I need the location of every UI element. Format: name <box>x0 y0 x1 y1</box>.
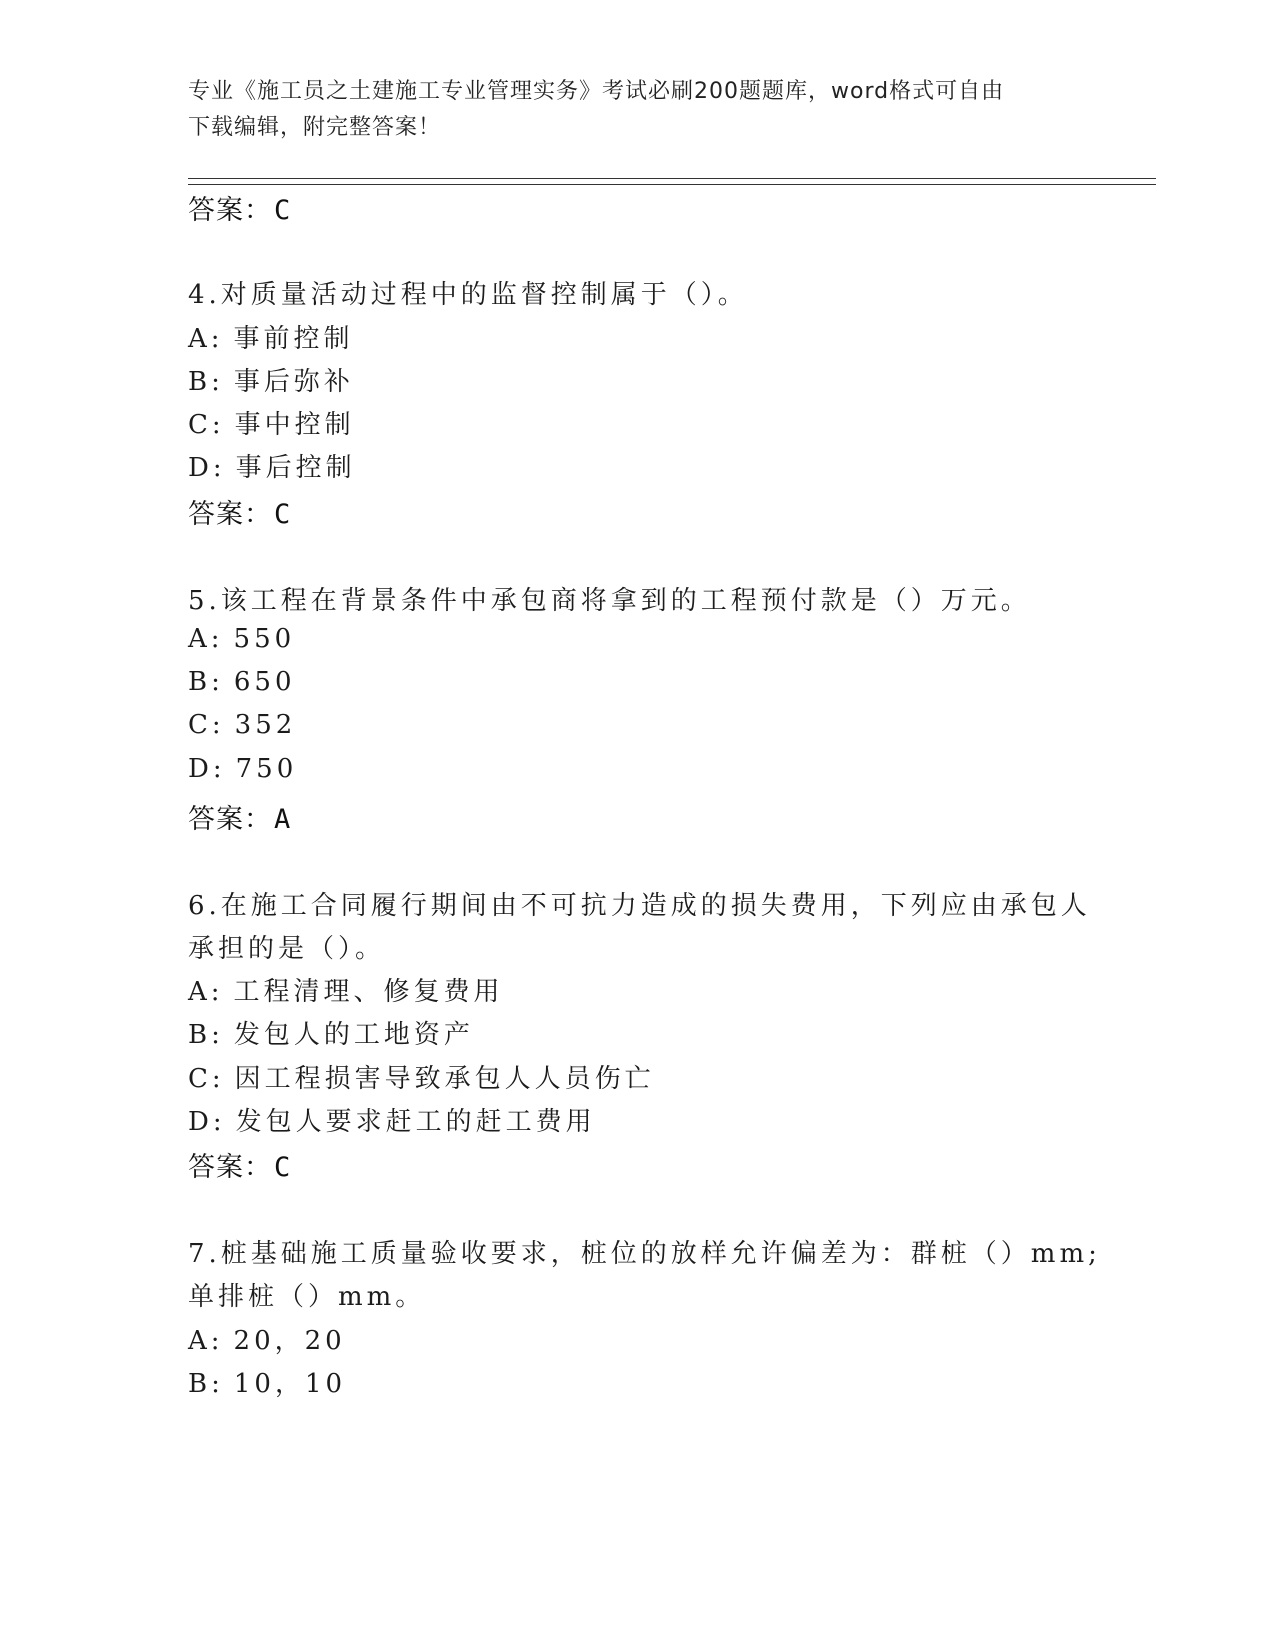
option-letter: A: <box>188 977 224 1007</box>
option-b <box>188 361 354 398</box>
option-a <box>188 318 354 355</box>
option-c <box>188 710 296 740</box>
option-d <box>188 754 297 784</box>
option-b <box>188 667 296 697</box>
answer-label: 答案： <box>188 804 272 835</box>
option-text: 事后弥补 <box>233 367 354 397</box>
answer-line <box>188 797 291 836</box>
option-text: 发包人的工地资产 <box>233 1020 474 1050</box>
document-header <box>188 74 1068 146</box>
option-text: 750 <box>235 754 298 784</box>
option-a <box>188 624 295 654</box>
question-stem-continued: 承担的是（）。 <box>188 934 386 964</box>
option-text: 事前控制 <box>233 324 354 354</box>
question-stem: 5.该工程在背景条件中承包商将拿到的工程预付款是（）万元。 <box>188 586 1031 616</box>
option-text: 事后控制 <box>235 453 356 483</box>
option-letter: A: <box>188 624 224 654</box>
answer-line <box>188 492 291 531</box>
answer-label: 答案： <box>188 195 272 226</box>
option-text: 352 <box>234 710 297 740</box>
option-text: 20，20 <box>233 1326 346 1356</box>
option-b <box>188 1014 474 1051</box>
option-letter: D: <box>188 453 226 483</box>
answer-value: C <box>274 1152 292 1183</box>
question-stem: 4.对质量活动过程中的监督控制属于（）。 <box>188 280 748 310</box>
header-divider-top <box>188 178 1156 179</box>
answer-label: 答案： <box>188 499 272 530</box>
answer-value: C <box>274 195 292 226</box>
option-letter: A: <box>188 1326 224 1356</box>
option-c <box>188 404 355 441</box>
header-line-2: 下载编辑，附完整答案！ <box>188 115 442 140</box>
answer-value: A <box>274 804 292 835</box>
answer-line <box>188 188 291 227</box>
option-letter: D: <box>188 754 226 784</box>
question-stem: 6.在施工合同履行期间由不可抗力造成的损失费用，下列应由承包人 <box>188 891 1091 921</box>
option-letter: B: <box>188 1020 224 1050</box>
option-letter: B: <box>188 367 224 397</box>
option-letter: C: <box>188 410 225 440</box>
option-text: 550 <box>233 624 296 654</box>
option-d <box>188 1101 596 1138</box>
answer-label: 答案： <box>188 1152 272 1183</box>
option-letter: D: <box>188 1107 226 1137</box>
option-c <box>188 1058 655 1095</box>
option-letter: B: <box>188 667 224 697</box>
option-d <box>188 447 356 484</box>
option-a <box>188 1320 346 1357</box>
option-text: 因工程损害导致承包人人员伤亡 <box>234 1064 655 1094</box>
option-letter: B: <box>188 1369 224 1399</box>
option-text: 工程清理、修复费用 <box>233 977 504 1007</box>
option-text: 事中控制 <box>234 410 355 440</box>
question-stem: 7.桩基础施工质量验收要求，桩位的放样允许偏差为：群桩（）mm; <box>188 1239 1101 1269</box>
option-a <box>188 971 504 1008</box>
question-stem-continued: 单排桩（）mm。 <box>188 1282 426 1312</box>
option-letter: C: <box>188 1064 225 1094</box>
answer-line <box>188 1145 291 1184</box>
option-b <box>188 1363 346 1400</box>
header-divider-bottom <box>188 184 1156 185</box>
answer-value: C <box>274 499 292 530</box>
option-text: 发包人要求赶工的赶工费用 <box>235 1107 596 1137</box>
option-text: 650 <box>233 667 296 697</box>
option-letter: A: <box>188 324 224 354</box>
option-text: 10，10 <box>233 1369 347 1399</box>
option-letter: C: <box>188 710 225 740</box>
header-line-1: 专业《施工员之土建施工专业管理实务》考试必刷200题题库，word格式可自由 <box>188 79 1005 104</box>
